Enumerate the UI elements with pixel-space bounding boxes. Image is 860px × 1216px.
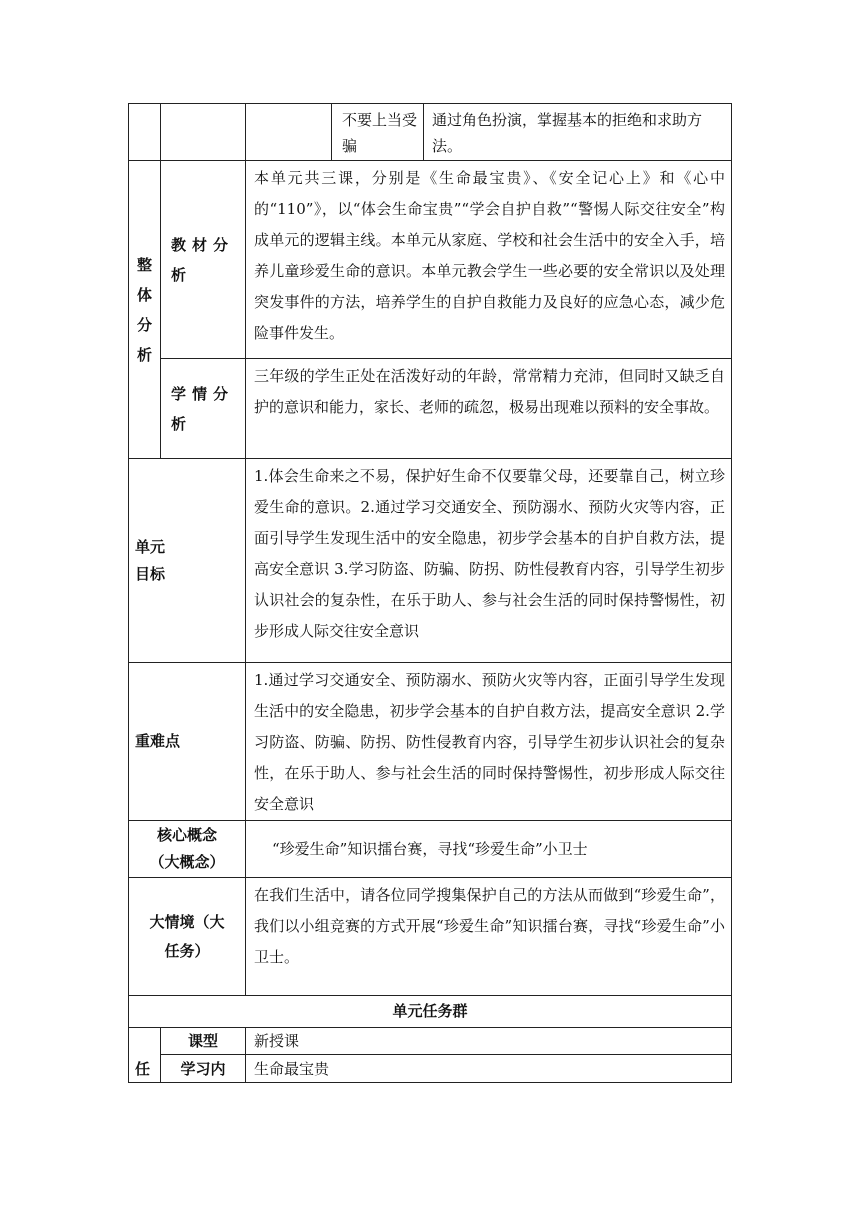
- textbook-analysis-text: 本单元共三课，分别是《生命最宝贵》、《安全记心上》和《心中的“110”》，以“体会生命宝贵”“学会自护自救”“警惕人际交往安全”构成单元的逻辑主线。本单元从家庭、学校和社会生活中的安全入手，培养儿童珍爱生命的意识。本单元教会学生一些必要的安全常识以及处理突发事件的方法，培养学生的自护自救能力及良好的应急心态，减少危险事件发生。: [246, 161, 732, 359]
- table-row: [129, 1028, 732, 1055]
- big-context-label: 大情境（大任务）: [129, 878, 246, 996]
- table-row: [129, 1055, 732, 1083]
- key-points-label: 重难点: [129, 663, 246, 821]
- learning-content-value: 生命最宝贵: [246, 1055, 732, 1083]
- empty-cell: [129, 104, 161, 161]
- key-points-text: 1.通过学习交通安全、预防溺水、预防火灾等内容，正面引导学生发现生活中的安全隐患，初步学会基本的自护自救方法，提高安全意识 2.学习防盗、防骗、防拐、防性侵教育内容，引导学生初步认识社会的复杂性，在乐于助人、参与社会生活的同时保持警惕性，初步形成人际交往安全意识: [246, 663, 732, 821]
- table-row: [129, 996, 732, 1028]
- student-analysis-text: 三年级的学生正处在活泼好动的年龄，常常精力充沛，但同时又缺乏自护的意识和能力，家长、老师的疏忽，极易出现难以预料的安全事故。: [246, 359, 732, 459]
- table-row: [129, 459, 732, 663]
- textbook-analysis-label: 教材分析: [161, 161, 246, 359]
- unit-goals-text: 1.体会生命来之不易，保护好生命不仅要靠父母，还要靠自己，树立珍爱生命的意识。2.通过学习交通安全、预防溺水、预防火灾等内容，正面引导学生发现生活中的安全隐患，初步学会基本的自护自救方法，提高安全意识 3.学习防盗、防骗、防拐、防性侵教育内容，引导学生初步认识社会的复杂性，在乐于助人、参与社会生活的同时保持警惕性，初步形成人际交往安全意识: [246, 459, 732, 663]
- core-concept-label: 核心概念（大概念）: [129, 821, 246, 878]
- table-row: [129, 821, 732, 878]
- learning-content-label: 学习内: [161, 1055, 246, 1083]
- table-row: [129, 359, 732, 459]
- empty-cell: [246, 104, 332, 161]
- lesson-plan-table: [128, 103, 732, 1083]
- table-row: [129, 878, 732, 996]
- empty-cell: [161, 104, 246, 161]
- table-row: [129, 161, 732, 359]
- task-side-label: 任: [129, 1028, 161, 1083]
- task-group-header: 单元任务群: [129, 996, 732, 1028]
- lesson-plan-page: [128, 103, 731, 1083]
- student-analysis-label: 学情分析: [161, 359, 246, 459]
- big-context-text: 在我们生活中，请各位同学搜集保护自己的方法从而做到“珍爱生命”，我们以小组竞赛的方式开展“珍爱生命”知识擂台赛，寻找“珍爱生命”小卫士。: [246, 878, 732, 996]
- unit-goals-label: 单元目标: [129, 459, 246, 663]
- core-concept-text: “珍爱生命”知识擂台赛，寻找“珍爱生命”小卫士: [246, 821, 732, 878]
- course-type-value: 新授课: [246, 1028, 732, 1055]
- overall-analysis-label: 整体分析: [129, 161, 161, 459]
- lesson-goal-cell: 通过角色扮演，掌握基本的拒绝和求助方法。: [424, 104, 732, 161]
- course-type-label: 课型: [161, 1028, 246, 1055]
- table-row: [129, 104, 732, 161]
- lesson-title-cell: 不要上当受骗: [332, 104, 424, 161]
- table-row: [129, 663, 732, 821]
